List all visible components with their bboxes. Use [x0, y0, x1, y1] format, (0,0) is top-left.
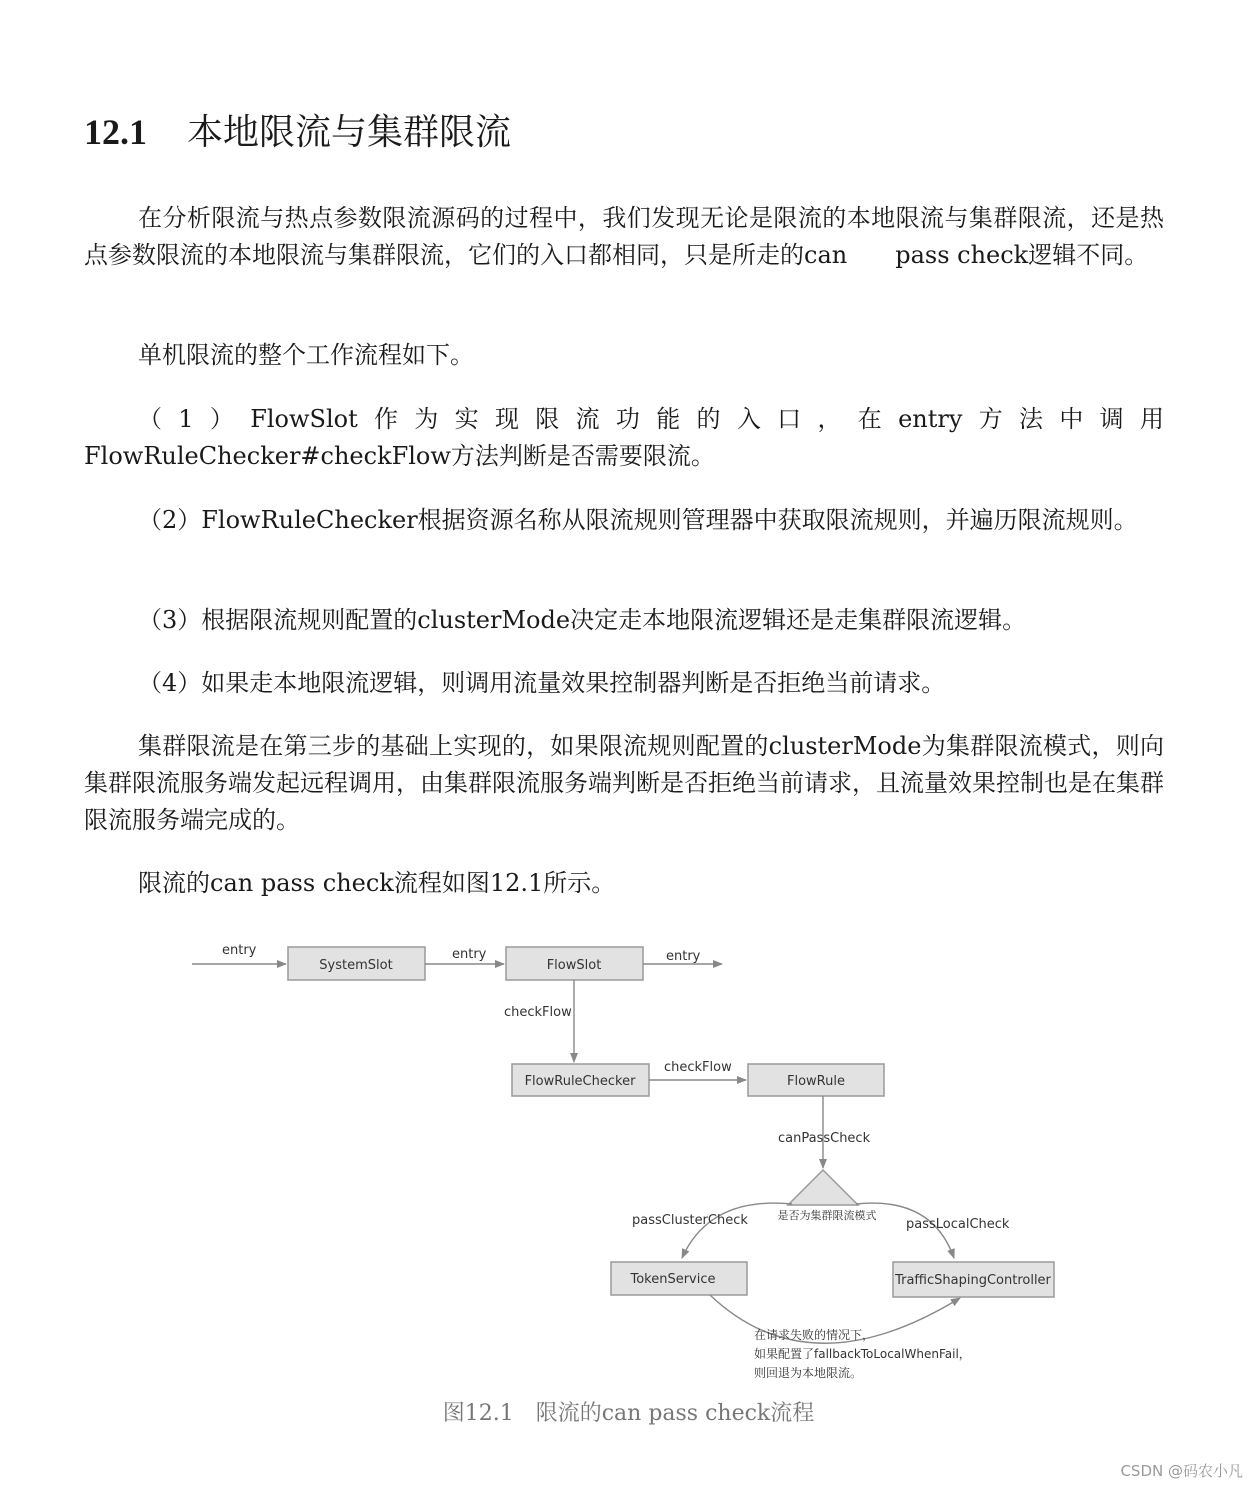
paragraph-step-2: （2）FlowRuleChecker根据资源名称从限流规则管理器中获取限流规则，并遍历限流规则。 — [138, 506, 1138, 534]
node-flow-rule-checker — [512, 1064, 649, 1096]
edge-label-entry-out: entry — [666, 949, 701, 964]
section-number: 12.1 — [84, 112, 147, 152]
edge-pass-cluster-check — [682, 1203, 792, 1258]
paragraph-workflow-intro: 单机限流的整个工作流程如下。 — [138, 341, 474, 369]
edge-label-check-flow-right: checkFlow — [664, 1060, 732, 1075]
edge-label-entry-mid: entry — [452, 947, 487, 962]
paragraph-figure-ref: 限流的can pass check流程如图12.1所示。 — [138, 869, 616, 897]
watermark: CSDN @码农小凡 — [1120, 1462, 1243, 1480]
node-flow-rule-label: FlowRule — [787, 1074, 845, 1089]
paragraph-intro: 在分析限流与热点参数限流源码的过程中，我们发现无论是限流的本地限流与集群限流，还是热点参数限流的本地限流与集群限流，它们的入口都相同，只是所走的can pass check逻辑不同。 — [84, 204, 1164, 269]
node-traffic-shaping-controller — [893, 1262, 1054, 1297]
node-flow-slot-label: FlowSlot — [546, 958, 602, 973]
node-traffic-shaping-controller-label: TrafficShapingController — [895, 1273, 1051, 1288]
edge-label-pass-local-check: passLocalCheck — [906, 1217, 1010, 1232]
fallback-note-line-3: 则回退为本地限流。 — [754, 1366, 863, 1380]
figure-caption: 图12.1 限流的can pass check流程 — [442, 1401, 815, 1426]
node-decision — [778, 1170, 877, 1222]
fallback-note-line-2: 如果配置了fallbackToLocalWhenFail， — [754, 1347, 971, 1361]
node-token-service-label: TokenService — [630, 1272, 716, 1287]
flow-diagram — [170, 920, 1090, 1390]
paragraph-step-1: （1）FlowSlot作为实现限流功能的入口，在entry方法中调用FlowRuleChecker#checkFlow方法判断是否需要限流。 — [84, 405, 1164, 470]
node-flow-rule — [748, 1064, 884, 1096]
node-flow-rule-checker-label: FlowRuleChecker — [524, 1074, 636, 1089]
paragraph-step-3: （3）根据限流规则配置的clusterMode决定走本地限流逻辑还是走集群限流逻辑。 — [138, 606, 1027, 634]
edge-label-entry-in: entry — [222, 943, 257, 958]
paragraph-step-4: （4）如果走本地限流逻辑，则调用流量效果控制器判断是否拒绝当前请求。 — [138, 669, 946, 697]
node-system-slot-label: SystemSlot — [319, 958, 393, 973]
paragraph-cluster: 集群限流是在第三步的基础上实现的，如果限流规则配置的clusterMode为集群限流模式，则向集群限流服务端发起远程调用，由集群限流服务端判断是否拒绝当前请求，且流量效果控制也是在集群限流服务端完成的。 — [84, 732, 1164, 834]
node-system-slot — [288, 947, 425, 980]
edge-label-pass-cluster-check: passClusterCheck — [632, 1213, 748, 1228]
node-token-service — [611, 1262, 747, 1295]
edge-label-check-flow-down: checkFlow — [504, 1005, 572, 1020]
fallback-note-line-1: 在请求失败的情况下， — [754, 1328, 875, 1342]
node-decision-label: 是否为集群限流模式 — [777, 1209, 877, 1222]
node-flow-slot — [506, 947, 643, 980]
section-heading — [84, 108, 511, 157]
section-title: 本地限流与集群限流 — [187, 112, 512, 153]
edge-label-can-pass-check: canPassCheck — [778, 1131, 871, 1146]
